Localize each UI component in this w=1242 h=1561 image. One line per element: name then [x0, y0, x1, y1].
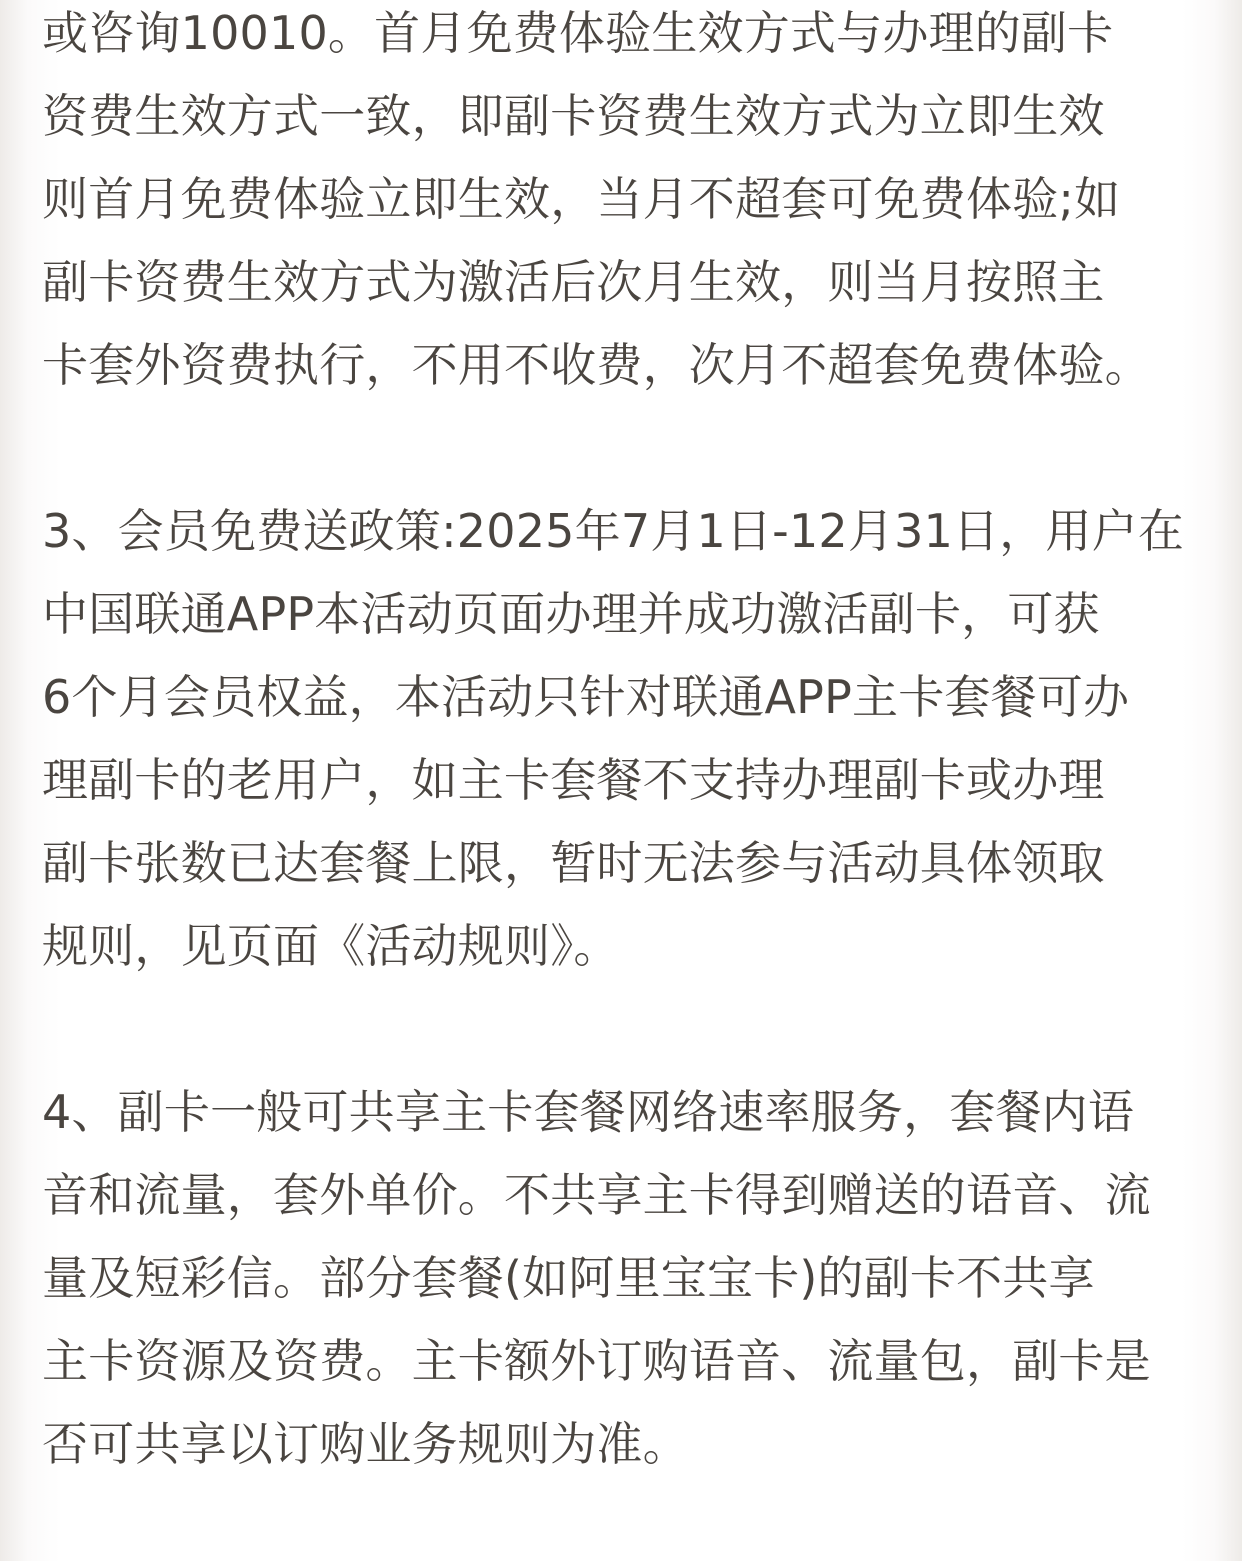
- paragraph-first-month-trial: [42, 0, 1200, 407]
- text-line: 6个月会员权益，本活动只针对联通APP主卡套餐可办: [42, 670, 1130, 724]
- text-line: 主卡资源及资费。主卡额外订购语音、流量包，副卡是: [42, 1334, 1151, 1388]
- text-line: 规则，见页面《活动规则》。: [42, 919, 620, 973]
- text-line: 或咨询10010。首月免费体验生效方式与办理的副卡: [42, 6, 1114, 60]
- text-line: 否可共享以订购业务规则为准。: [42, 1417, 689, 1471]
- paragraph-sub-card-sharing: [42, 1071, 1200, 1486]
- paragraph-membership-policy: [42, 490, 1200, 988]
- text-line: 则首月免费体验立即生效，当月不超套可免费体验;如: [42, 172, 1121, 226]
- text-line: 副卡资费生效方式为激活后次月生效，则当月按照主: [42, 255, 1105, 309]
- text-line: 音和流量，套外单价。不共享主卡得到赠送的语音、流: [42, 1168, 1151, 1222]
- text-line: 卡套外资费执行，不用不收费，次月不超套免费体验。: [42, 338, 1151, 392]
- terms-content: [42, 0, 1200, 1486]
- text-line: 理副卡的老用户，如主卡套餐不支持办理副卡或办理: [42, 753, 1105, 807]
- text-line: 量及短彩信。部分套餐(如阿里宝宝卡)的副卡不共享: [42, 1251, 1095, 1305]
- text-line: 资费生效方式一致，即副卡资费生效方式为立即生效: [42, 89, 1105, 143]
- text-line: 4、副卡一般可共享主卡套餐网络速率服务，套餐内语: [42, 1085, 1135, 1139]
- text-line: 3、会员免费送政策:2025年7月1日-12月31日，用户在: [42, 504, 1185, 558]
- text-line: 中国联通APP本活动页面办理并成功激活副卡，可获: [42, 587, 1100, 641]
- text-line: 副卡张数已达套餐上限，暂时无法参与活动具体领取: [42, 836, 1105, 890]
